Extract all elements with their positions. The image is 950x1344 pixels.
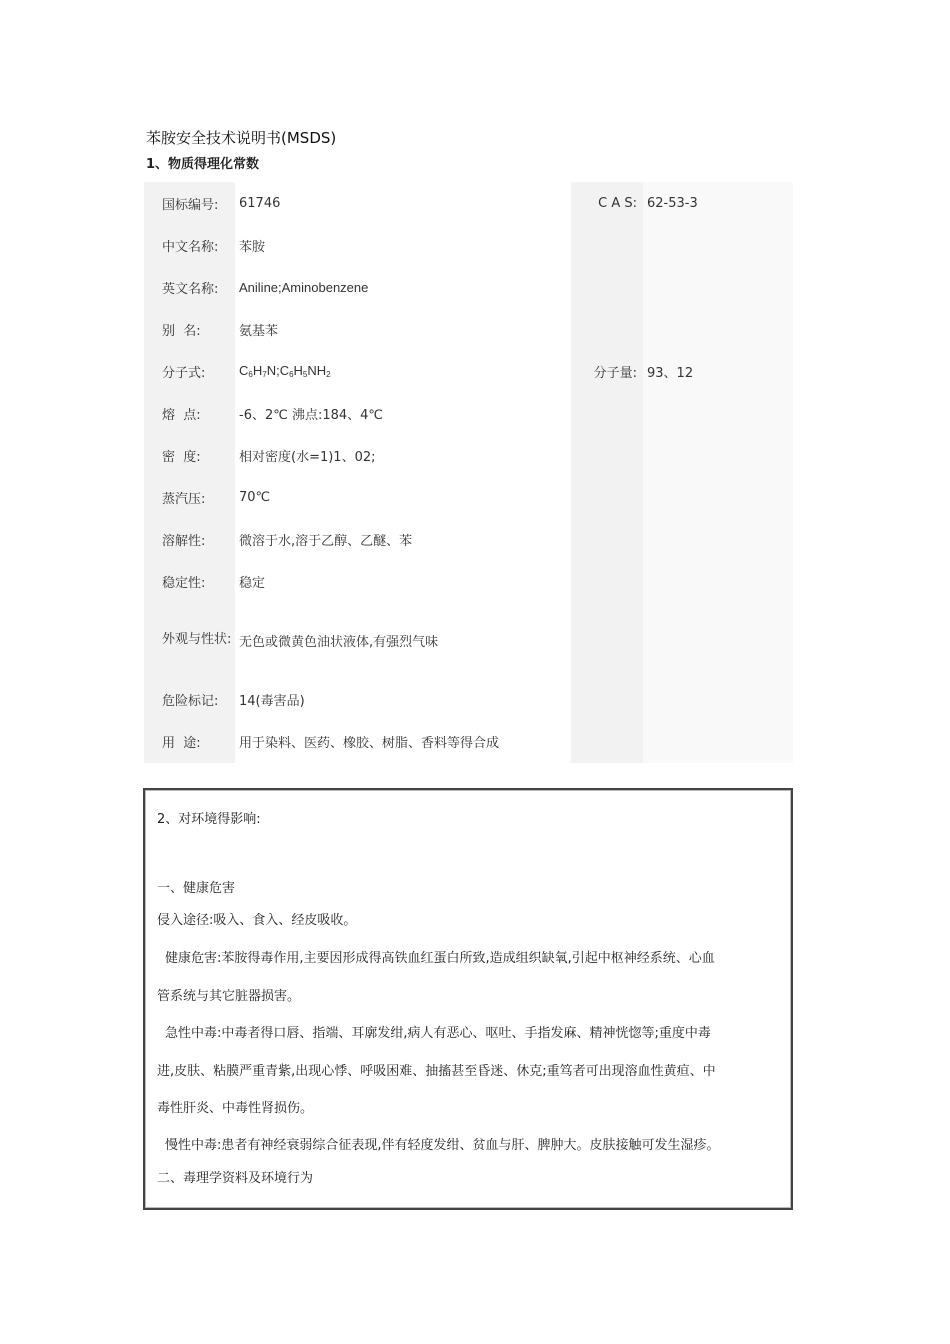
- label-solubility: 溶解性:: [144, 518, 235, 560]
- label-chinese-name: 中文名称:: [144, 224, 235, 266]
- label-density: 密 度:: [144, 434, 235, 476]
- health-hazard-heading: 一、健康危害: [157, 881, 236, 896]
- label-melting-point: 熔 点:: [144, 392, 235, 434]
- section2-heading: 2、对环境得影响:: [157, 812, 261, 827]
- value-alias: 氨基苯: [235, 308, 571, 350]
- value-stability: 稳定: [235, 560, 571, 602]
- table-row: [144, 308, 793, 350]
- health-hazard-text-1: 健康危害:苯胺得毒作用,主要因形成得高铁血红蛋白所致,造成组织缺氧,引起中枢神经系统、心血: [165, 951, 715, 966]
- label-hazard-mark: 危险标记:: [144, 679, 235, 721]
- toxicology-heading: 二、毒理学资料及环境行为: [157, 1171, 314, 1186]
- label-usage: 用 途:: [144, 721, 235, 763]
- value-appearance: 无色或微黄色油状液体,有强烈气味: [235, 602, 571, 679]
- table-row: [144, 392, 793, 434]
- intake-route-text: 侵入途径:吸入、食入、经皮吸收。: [157, 913, 357, 928]
- value-molecular-weight: 93、12: [643, 350, 793, 392]
- health-hazard-text-2: 管系统与其它脏器损害。: [157, 989, 301, 1004]
- label-formula: 分子式:: [144, 350, 235, 392]
- label-cas: C A S:: [571, 182, 643, 224]
- label-english-name: 英文名称:: [144, 266, 235, 308]
- label-standard-number: 国标编号:: [144, 182, 235, 224]
- acute-poisoning-text-3: 毒性肝炎、中毒性肾损伤。: [157, 1101, 314, 1116]
- value-english-name: Aniline;Aminobenzene: [235, 266, 571, 308]
- table-row: [144, 602, 793, 679]
- table-row: [144, 182, 793, 224]
- label-appearance: 外观与性状:: [144, 602, 235, 679]
- label-molecular-weight: 分子量:: [571, 350, 643, 392]
- section1-heading: 1、物质得理化常数: [146, 157, 260, 172]
- chronic-poisoning-text: 慢性中毒:患者有神经衰弱综合征表现,伴有轻度发绀、贫血与肝、脾肿大。皮肤接触可发生湿疹。: [165, 1138, 720, 1153]
- table-row: [144, 476, 793, 518]
- table-row: [144, 224, 793, 266]
- value-solubility: 微溶于水,溶于乙醇、乙醚、苯: [235, 518, 571, 560]
- physical-properties-table: [144, 182, 793, 763]
- label-stability: 稳定性:: [144, 560, 235, 602]
- table-row: [144, 434, 793, 476]
- value-cas: 62-53-3: [643, 182, 793, 224]
- value-formula: $C_6H_7N;C_6H_5NH_2$: [235, 350, 571, 392]
- value-chinese-name: 苯胺: [235, 224, 571, 266]
- value-hazard-mark: 14(毒害品): [235, 679, 571, 721]
- value-usage: 用于染料、医药、橡胶、树脂、香料等得合成: [235, 721, 571, 763]
- value-melting-point: -6、2℃ 沸点:184、4℃: [235, 392, 571, 434]
- environment-impact-box: [143, 788, 793, 1210]
- table-row: [144, 560, 793, 602]
- acute-poisoning-text-2: 进,皮肤、粘膜严重青紫,出现心悸、呼吸困难、抽搐甚至昏迷、休克;重笃者可出现溶血性黄疸、中: [157, 1064, 716, 1079]
- table-row: [144, 350, 793, 392]
- value-standard-number: 61746: [235, 182, 571, 224]
- document-title: 苯胺安全技术说明书(MSDS): [146, 129, 337, 147]
- value-density: 相对密度(水=1)1、02;: [235, 434, 571, 476]
- acute-poisoning-text-1: 急性中毒:中毒者得口唇、指端、耳廓发绀,病人有恶心、呕吐、手指发麻、精神恍惚等;重度中毒: [165, 1026, 711, 1041]
- table-row: [144, 679, 793, 721]
- label-alias: 别 名:: [144, 308, 235, 350]
- table-row: [144, 721, 793, 763]
- table-row: [144, 266, 793, 308]
- table-row: [144, 518, 793, 560]
- label-vapor-pressure: 蒸汽压:: [144, 476, 235, 518]
- value-vapor-pressure: 70℃: [235, 476, 571, 518]
